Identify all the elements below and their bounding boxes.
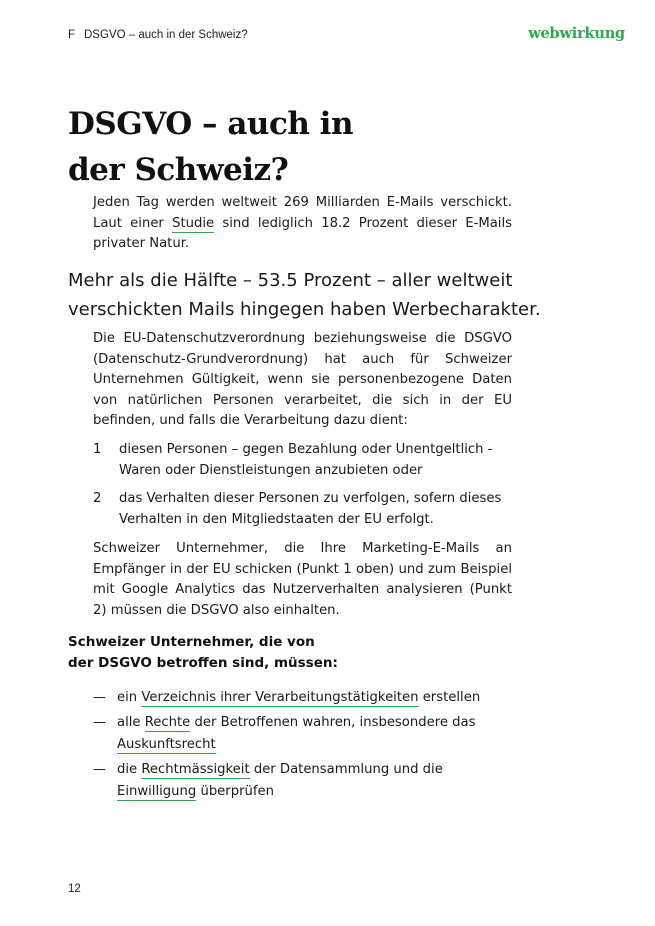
bullet-list-item-3	[93, 759, 513, 803]
intro-paragraph: Jeden Tag werden weltweit 269 Milliarden E-Mails verschickt. Laut einer Studie sind lediglich 18.2 Prozent dieser E-Mails privater Natur.	[93, 195, 513, 251]
einwilligung-link[interactable]: Einwilligung	[117, 784, 197, 799]
subheading: Schweizer Unternehmer, die von der DSGVO betroffen sind, müssen:	[68, 634, 338, 671]
lead-statement: Mehr als die Hälfte – 53.5 Prozent – aller weltweit verschickten Mails hingegen haben Werbecharakter.	[68, 270, 541, 320]
list-item: — ein Verzeichnis ihrer Verarbeitungstätigkeiten erstellen	[93, 690, 481, 705]
numbered-list-item-1	[93, 440, 513, 481]
auskunftsrecht-link[interactable]: Auskunftsrecht	[117, 737, 216, 752]
section-letter: F	[68, 29, 76, 41]
verzeichnis-link[interactable]: Verzeichnis ihrer Verarbeitungstätigkeiten	[141, 690, 419, 705]
studie-link[interactable]: Studie	[172, 215, 215, 231]
rechte-link[interactable]: Rechte	[144, 715, 191, 730]
list-item: — alle Rechte der Betroffenen wahren, insbesondere das Auskunftsrecht	[93, 715, 476, 752]
bullet-list-item-1	[93, 687, 513, 709]
body-paragraph: Die EU-Datenschutzverordnung beziehungsweise die DSGVO (Datenschutz-Grundverordnung) hat auch für Schweizer Unternehmen Gültigkeit, wenn sie personenbezogene Daten von natürlichen Personen verarbeitet, die sich in der EU befinden, und falls die Verarbeitung dazu dient:	[93, 331, 512, 428]
list-item: — die Rechtmässigkeit der Datensammlung und die Einwilligung überprüfen	[93, 762, 443, 799]
running-header	[68, 25, 625, 47]
rechtmaessigkeit-link[interactable]: Rechtmässigkeit	[141, 762, 250, 777]
page-number: 12	[68, 883, 81, 895]
running-title: DSGVO – auch in der Schweiz?	[84, 29, 248, 41]
brand-logo: webwirkung	[528, 25, 625, 42]
list-item: 2 das Verhalten dieser Personen zu verfolgen, sofern dieses Verhalten in den Mitgliedstaaten der EU erfolgt.	[93, 491, 502, 527]
conclusion-paragraph: Schweizer Unternehmer, die Ihre Marketing-E-Mails an Empfänger in der EU schicken (Punkt 1 oben) und zum Beispiel mit Google Analytics das Nutzerverhalten analysieren (Punkt 2) müssen die DSGVO also einhalten.	[93, 541, 512, 618]
numbered-list-item-2	[93, 489, 513, 530]
bullet-list-item-2	[93, 712, 513, 756]
page-title: DSGVO – auch in der Schweiz?	[68, 106, 353, 188]
list-item: 1 diesen Personen – gegen Bezahlung oder Unentgeltlich - Waren oder Dienstleistungen anzubieten oder	[93, 442, 493, 478]
